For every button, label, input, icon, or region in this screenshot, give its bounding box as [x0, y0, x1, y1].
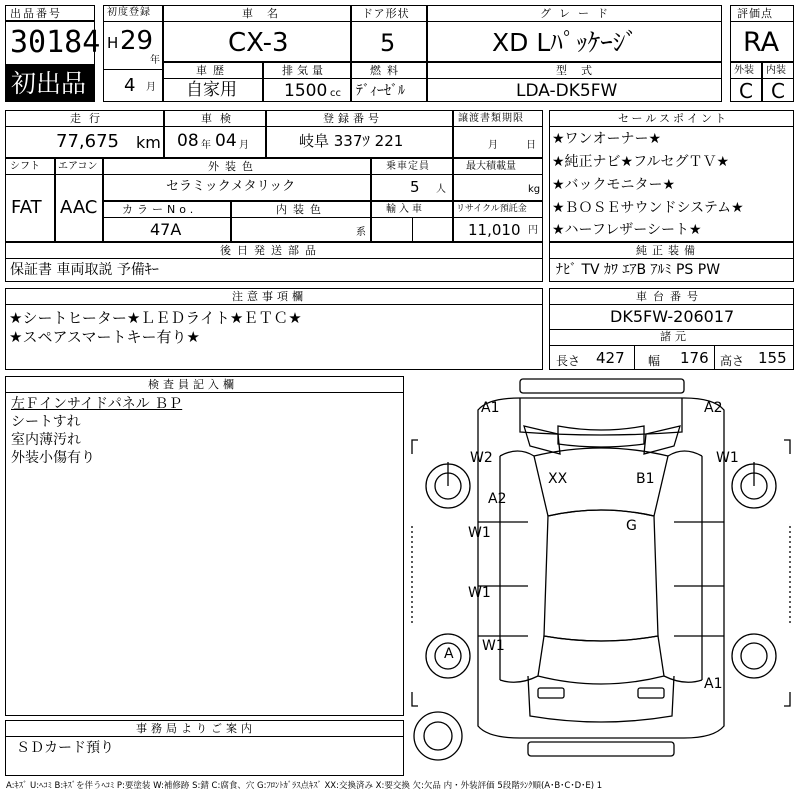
- seats-label: 乗車定員: [386, 161, 430, 172]
- sales-point: ★ＢＯＳＥサウンドシステム★: [552, 200, 744, 216]
- inspection-label: 車検: [201, 112, 239, 125]
- reg-label: 初度登録: [107, 7, 151, 18]
- legend-text: A:ｷｽﾞ U:ﾍｺﾐ B:ｷｽﾞを伴うﾍｺﾐ P:要塗装 W:補修跡 S:錆 C:腐食、穴 G:ﾌﾛﾝﾄｶﾞﾗｽ点ｷｽﾞ XX:交換済み X:要交換 欠:欠品 内・外装評価 5段階ﾗﾝｸ順(A･B･C･D･E) 1: [6, 781, 603, 791]
- int-grade-cell: [762, 62, 794, 102]
- chassis-title: 車台番号: [636, 290, 704, 303]
- inspection-month: 04: [215, 131, 237, 151]
- car-name: CX-3: [228, 28, 289, 58]
- later-parts-box: [5, 242, 543, 282]
- reg-month: 4: [124, 75, 136, 96]
- later-parts-text: 保証書 車両取説 予備ｷｰ: [10, 262, 159, 278]
- colorno-cell: [103, 201, 231, 242]
- damage-mark: A1: [704, 676, 723, 692]
- equipment-text: ﾅﾋﾞ TV ｶﾜ ｴｱB ｱﾙﾐ PS PW: [556, 262, 721, 278]
- damage-mark: A: [444, 646, 454, 662]
- inspection-cell: [164, 110, 266, 158]
- grade-label: グレード: [540, 7, 616, 20]
- transfer-label: 譲渡書類期限: [458, 113, 524, 124]
- mileage-value: 77,675: [56, 131, 119, 152]
- dimensions-title: 諸元: [660, 330, 690, 343]
- damage-mark: A1: [481, 400, 500, 416]
- seats-unit: 人: [436, 184, 446, 195]
- sales-points-title: セールスポイント: [618, 112, 730, 125]
- car-name-cell: [163, 5, 351, 62]
- caution-line: ★シートヒーター★ＬＥＤライト★ＥＴＣ★: [9, 309, 302, 327]
- mileage-label: 走行: [70, 112, 108, 125]
- fuel-label: 燃料: [370, 64, 404, 77]
- shift-label: シフト: [10, 161, 40, 172]
- plate-label: 登録番号: [323, 112, 383, 125]
- load-label: 最大積載量: [466, 161, 516, 172]
- first-listing-text: 初出品: [11, 69, 87, 98]
- lot-label: 出品番号: [10, 7, 62, 20]
- damage-mark: XX: [548, 471, 568, 487]
- lot-number: 30184: [10, 25, 101, 60]
- load-unit: kg: [528, 184, 541, 195]
- inspector-box: [5, 376, 404, 716]
- reg-year-unit: 年: [150, 55, 160, 66]
- plate-value: 岐阜 337ﾂ 221: [299, 132, 404, 150]
- displacement-unit: cc: [330, 88, 341, 99]
- load-cell: [453, 158, 543, 201]
- plate-cell: [266, 110, 453, 158]
- damage-mark: W2: [470, 450, 493, 466]
- shift-cell: [5, 158, 55, 242]
- reg-cell: [103, 5, 163, 102]
- lot-label-cell: [5, 5, 95, 21]
- door-cell: [351, 5, 427, 62]
- grade-cell: [427, 5, 722, 62]
- displacement-value: 1500: [284, 81, 328, 101]
- import-label: 輸入車: [386, 204, 425, 215]
- width-label: 幅: [648, 354, 661, 368]
- inspector-line: 外装小傷有り: [11, 450, 95, 466]
- damage-mark: B1: [636, 471, 655, 487]
- office-box: [5, 720, 404, 776]
- colorno-value: 47A: [150, 220, 182, 239]
- fuel-value: ﾃﾞｨｰｾﾞﾙ: [356, 83, 405, 99]
- int-grade-value: C: [771, 79, 785, 103]
- height-value: 155: [758, 349, 787, 367]
- height-label: 高さ: [720, 354, 745, 368]
- ext-color-value: セラミックメタリック: [166, 179, 296, 194]
- displacement-cell: [263, 62, 351, 102]
- ac-value: AAC: [60, 197, 98, 218]
- history-value: 自家用: [186, 80, 237, 100]
- door-value: 5: [380, 29, 396, 57]
- sales-points-box: [549, 110, 794, 242]
- colorno-label: カラーNo.: [122, 203, 198, 216]
- chassis-box: [549, 288, 794, 370]
- car-name-label: 車名: [242, 7, 292, 20]
- recycle-cell: [453, 201, 543, 242]
- office-text: ＳＤカード預り: [16, 740, 114, 756]
- recycle-label: リサイクル預託金: [456, 204, 527, 214]
- door-label: ドア形状: [362, 7, 410, 20]
- sales-point: ★ワンオーナー★: [552, 131, 662, 147]
- sales-point: ★バックモニター★: [552, 177, 676, 193]
- seats-cell: [371, 158, 453, 201]
- damage-mark: A2: [488, 491, 507, 507]
- history-label: 車歴: [196, 64, 230, 77]
- model-value: LDA-DK5FW: [516, 81, 618, 101]
- import-cell: [371, 201, 453, 242]
- office-title: 事務局よりご案内: [136, 722, 256, 735]
- mileage-cell: [5, 110, 164, 158]
- fuel-cell: [351, 62, 427, 102]
- recycle-unit: 円: [528, 225, 538, 236]
- int-grade-label: 内装: [766, 65, 786, 76]
- width-value: 176: [680, 349, 709, 367]
- car-damage-diagram: [408, 376, 794, 776]
- score-cell: [730, 5, 794, 62]
- ext-color-cell: [103, 158, 371, 201]
- transfer-month-unit: 月: [488, 140, 498, 151]
- transfer-day-unit: 日: [526, 140, 536, 151]
- damage-mark: W1: [468, 585, 491, 601]
- reg-year: 29: [120, 26, 154, 56]
- equipment-title: 純正装備: [636, 244, 700, 257]
- damage-mark: W1: [482, 638, 505, 654]
- grade-value: XD Lﾊﾟｯｹｰｼﾞ: [492, 28, 638, 57]
- model-cell: [427, 62, 722, 102]
- shift-value: FAT: [11, 197, 42, 218]
- damage-mark: A2: [704, 400, 723, 416]
- inspection-year: 08: [177, 131, 199, 151]
- sales-point: ★純正ナビ★フルセグＴＶ★: [552, 154, 730, 170]
- ac-cell: [55, 158, 103, 242]
- equipment-box: [549, 242, 794, 282]
- score-value: RA: [743, 27, 780, 58]
- seats-value: 5: [410, 178, 420, 196]
- first-listing-badge: [5, 65, 95, 102]
- score-label: 評価点: [737, 7, 773, 20]
- damage-mark: W1: [716, 450, 739, 466]
- transfer-cell: [453, 110, 543, 158]
- damage-mark: G: [626, 518, 637, 534]
- inspection-year-unit: 年: [201, 140, 211, 151]
- int-color-unit: 系: [356, 227, 366, 238]
- model-label: 型式: [556, 64, 606, 77]
- ext-color-label: 外装色: [208, 160, 259, 173]
- lot-cell: [5, 21, 101, 65]
- damage-mark: W1: [468, 525, 491, 541]
- reg-month-unit: 月: [146, 82, 156, 93]
- inspector-line: 左Ｆインサイドパネル ＢＰ: [11, 396, 183, 412]
- inspector-line: 室内薄汚れ: [11, 432, 81, 448]
- length-label: 長さ: [556, 354, 581, 368]
- ext-grade-value: C: [739, 79, 753, 103]
- displacement-label: 排気量: [282, 64, 327, 77]
- length-value: 427: [596, 349, 625, 367]
- caution-box: [5, 288, 543, 370]
- caution-title: 注意事項欄: [232, 290, 307, 303]
- mileage-unit: km: [136, 133, 161, 152]
- ac-label: エアコン: [58, 161, 98, 172]
- reg-era: H: [107, 34, 119, 52]
- history-cell: [163, 62, 263, 102]
- ext-grade-label: 外装: [734, 65, 754, 76]
- recycle-value: 11,010: [468, 221, 521, 239]
- int-color-cell: [231, 201, 371, 242]
- chassis-number: DK5FW-206017: [610, 307, 735, 326]
- inspector-title: 検査員記入欄: [148, 378, 238, 391]
- inspection-month-unit: 月: [239, 140, 249, 151]
- inspector-line: シートすれ: [11, 414, 81, 430]
- caution-line: ★スペアスマートキー有り★: [9, 328, 200, 346]
- int-color-label: 内装色: [276, 203, 327, 216]
- sales-point: ★ハーフレザーシート★: [552, 222, 702, 238]
- ext-grade-cell: [730, 62, 762, 102]
- later-parts-title: 後日発送部品: [220, 244, 322, 257]
